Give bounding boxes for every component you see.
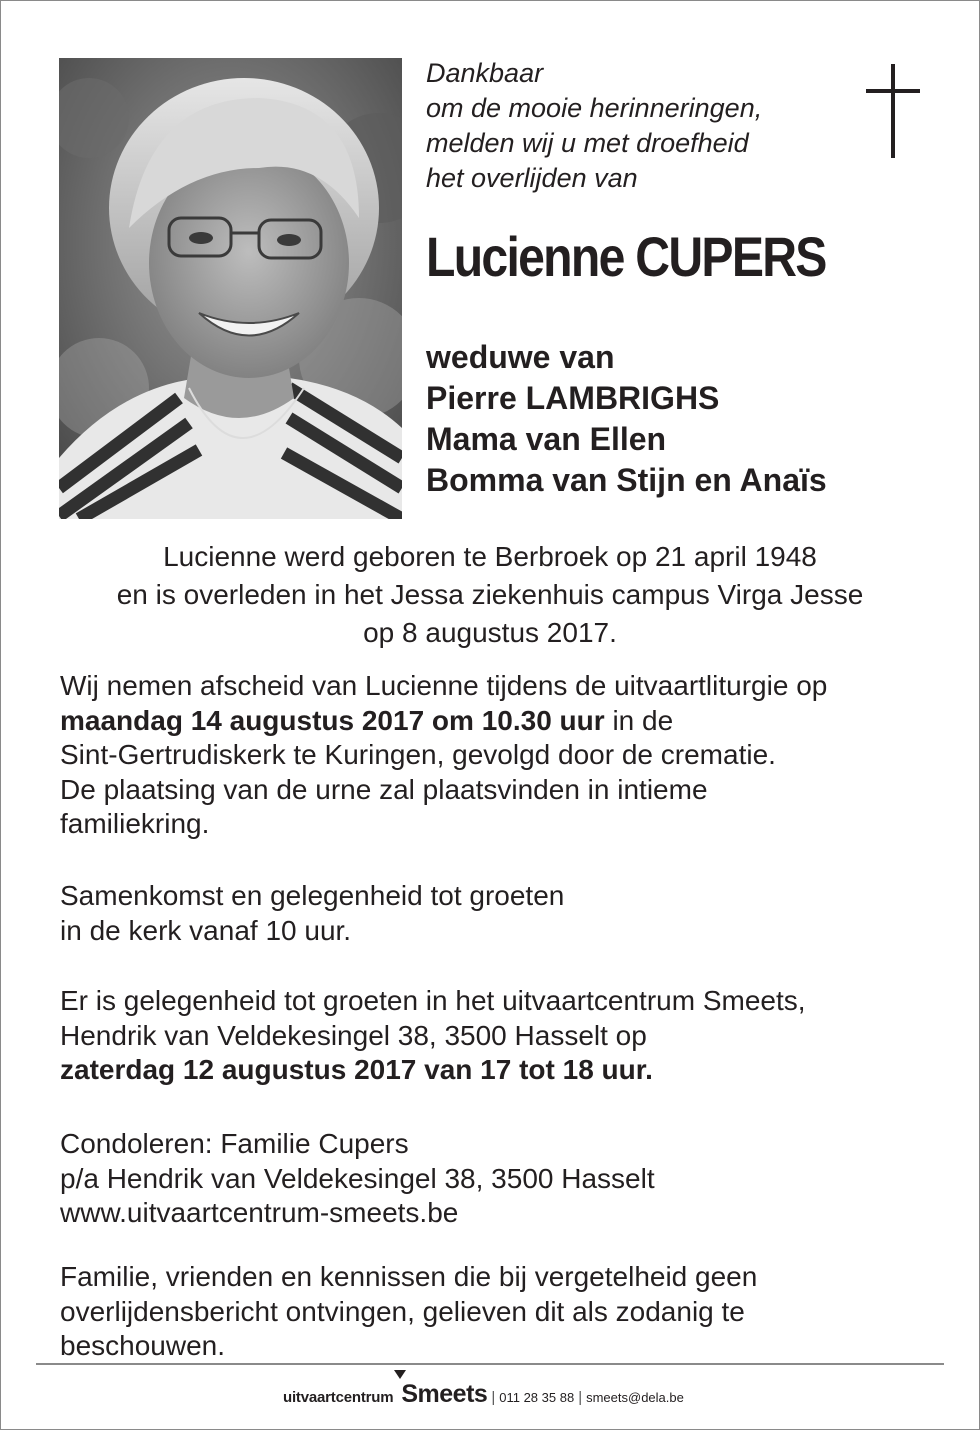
intro-line: om de mooie herinneringen,: [426, 93, 763, 123]
ceremony-date: maandag 14 augustus 2017 om 10.30 uur: [60, 704, 605, 736]
visitation-paragraph: [60, 984, 940, 1088]
footer-separator: |: [578, 1389, 583, 1406]
footer-email: smeets@dela.be: [586, 1390, 684, 1405]
gathering-paragraph: [60, 879, 940, 948]
birth-line: Lucienne werd geboren te Berbroek op 21 april 1948: [163, 541, 817, 572]
condolences-paragraph: [60, 1127, 940, 1231]
condolences-website: www.uitvaartcentrum-smeets.be: [60, 1197, 459, 1228]
ceremony-line: familiekring.: [60, 808, 210, 839]
notice-paragraph: [60, 1260, 940, 1364]
birth-line: op 8 augustus 2017.: [363, 617, 617, 648]
ceremony-line: De plaatsing van de urne zal plaatsvinden in intieme: [60, 773, 708, 805]
deceased-name: Lucienne CUPERS: [426, 225, 826, 288]
notice-line: beschouwen.: [60, 1330, 226, 1361]
cross-icon: [866, 64, 920, 158]
gathering-line: in de kerk vanaf 10 uur.: [60, 914, 352, 946]
footer-phone: 011 28 35 88: [499, 1390, 575, 1405]
birth-line: en is overleden in het Jessa ziekenhuis campus Virga Jesse: [116, 579, 864, 610]
relations-list: [426, 337, 827, 501]
footer-brand: Smeets: [401, 1380, 488, 1408]
condolences-address: p/a Hendrik van Veldekesingel 38, 3500 Hasselt: [60, 1162, 655, 1194]
intro-line: het overlijden van: [426, 163, 638, 193]
portrait-photo: [59, 58, 402, 519]
visitation-line: Er is gelegenheid tot groeten in het uitvaartcentrum Smeets,: [60, 985, 806, 1016]
intro-line: Dankbaar: [426, 58, 544, 88]
notice-line: overlijdensbericht ontvingen, gelieven dit als zodanig te: [60, 1295, 745, 1327]
footer-divider: [36, 1363, 944, 1365]
ceremony-paragraph: [60, 669, 940, 842]
relation-line: Bomma van Stijn en Anaïs: [426, 462, 827, 498]
funeral-home-footer: [283, 1380, 684, 1409]
triangle-down-icon: [394, 1370, 406, 1379]
visitation-line: Hendrik van Veldekesingel 38, 3500 Hasselt op: [60, 1019, 647, 1051]
ceremony-line: Sint-Gertrudiskerk te Kuringen, gevolgd door de crematie.: [60, 739, 776, 770]
relation-line: Mama van Ellen: [426, 421, 667, 457]
condolences-line: Condoleren: Familie Cupers: [60, 1128, 409, 1159]
footer-label: uitvaartcentrum: [283, 1389, 394, 1406]
ceremony-line-date: [60, 704, 940, 739]
gathering-line: Samenkomst en gelegenheid tot groeten: [60, 880, 565, 911]
footer-separator: |: [491, 1389, 496, 1406]
intro-line: melden wij u met droefheid: [426, 128, 749, 158]
relation-line: Pierre LAMBRIGHS: [426, 380, 720, 416]
ceremony-line: Wij nemen afscheid van Lucienne tijdens de uitvaartliturgie op: [60, 670, 828, 701]
birth-details: [0, 538, 980, 652]
ceremony-line-rest: in de: [604, 704, 674, 736]
visitation-date: zaterdag 12 augustus 2017 van 17 tot 18 uur.: [60, 1054, 653, 1085]
intro-text: [426, 56, 846, 196]
relation-line: weduwe van: [426, 339, 615, 375]
notice-line: Familie, vrienden en kennissen die bij vergetelheid geen: [60, 1261, 758, 1292]
